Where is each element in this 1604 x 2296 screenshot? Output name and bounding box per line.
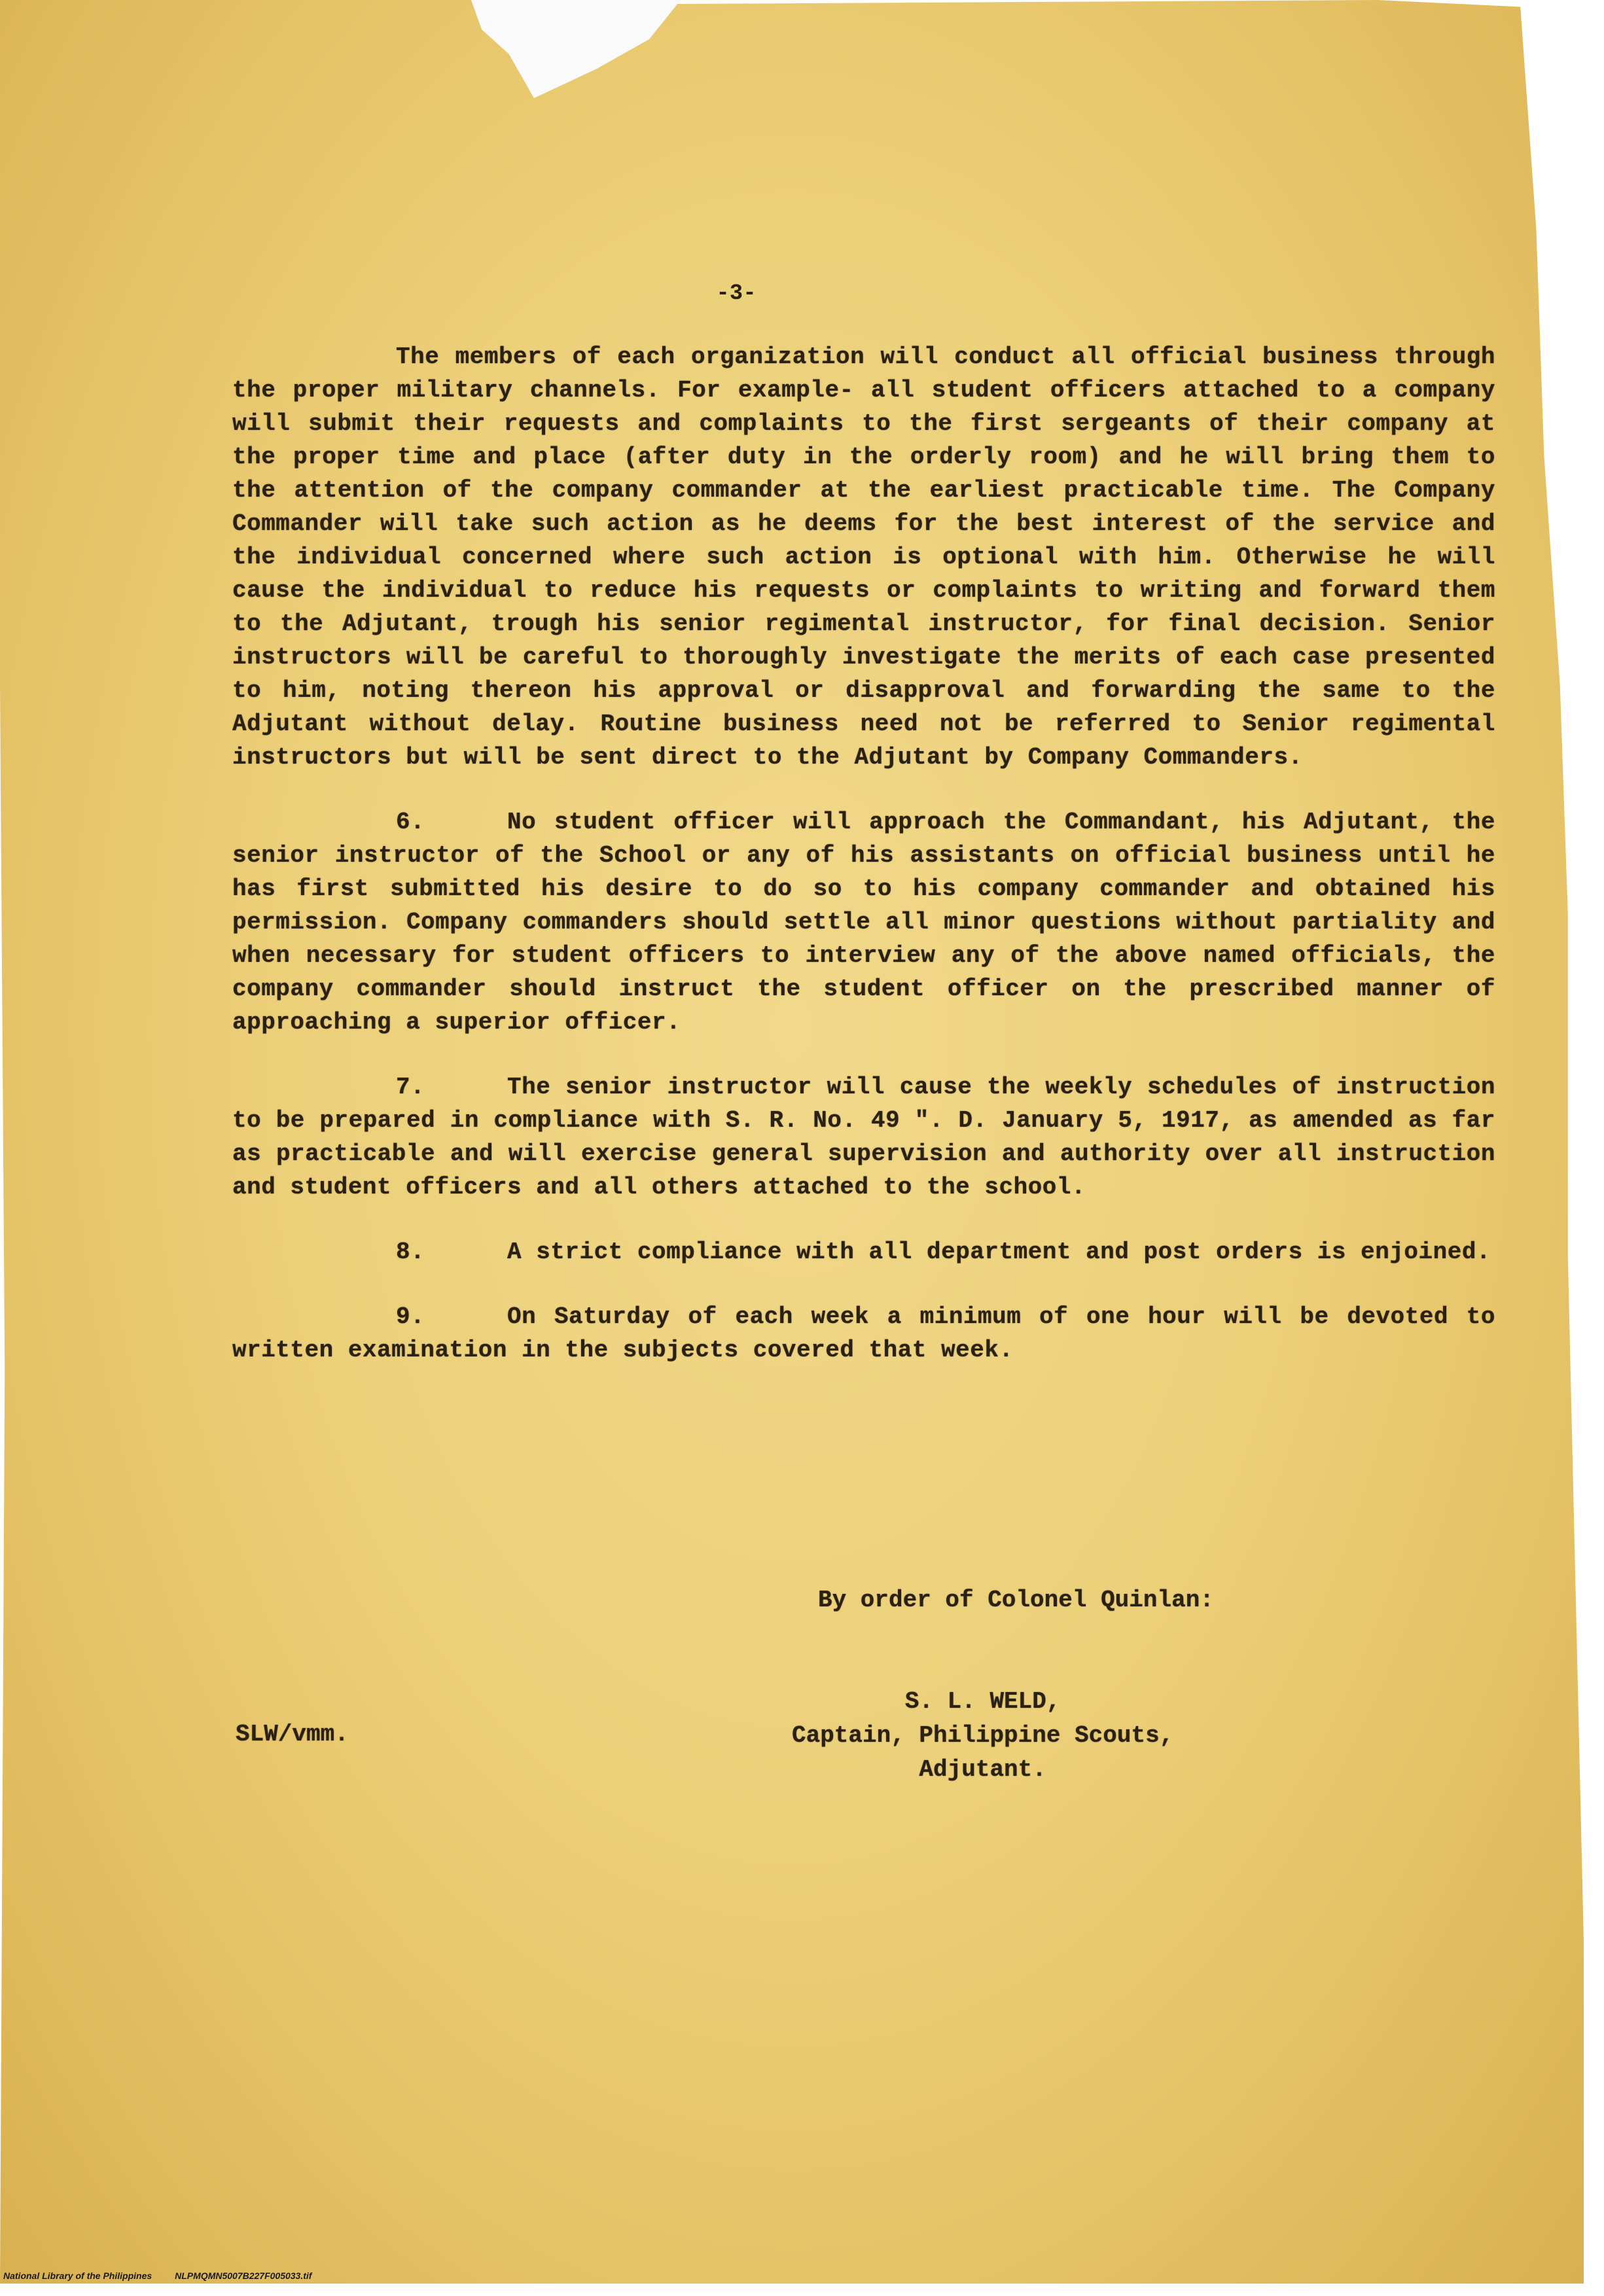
paragraph-6 [232, 805, 1495, 1039]
paragraph-text: A strict compliance with all department and post orders is enjoined. [507, 1239, 1491, 1265]
paragraph-9 [232, 1300, 1495, 1367]
paragraph-text: On Saturday of each week a minimum of one hour will be devoted to written examination in the subjects covered that week. [232, 1303, 1495, 1364]
document-body [232, 340, 1495, 1398]
page-number: -3- [716, 281, 757, 306]
paragraph-number: 7. [396, 1074, 425, 1101]
paragraph-text: No student officer will approach the Commandant, his Adjutant, the senior instructor of the School or any of his assistants on official business until he has first submitted his desire to do so to his company commander and obtained his permission. Company commanders should settle all minor questions without partiality and when necessary for student officers to interview any of the above named officials, the company commander should instruct the student officer on the prescribed manner of approaching a superior officer. [232, 809, 1495, 1036]
paragraph-text: The senior instructor will cause the weekly schedules of instruction to be prepared in compliance with S. R. No. 49 ". D. January 5, 1917, as amended as far as practicable and will exercise general supervision and authority over all instruction and student officers and all others attached to the school. [232, 1074, 1495, 1201]
signature-rank: Captain, Philippine Scouts, [792, 1722, 1174, 1749]
closing-line: By order of Colonel Quinlan: [818, 1587, 1214, 1614]
paragraph-number: 9. [396, 1303, 425, 1330]
paragraph-5 [232, 340, 1495, 774]
signature-title: Adjutant. [919, 1756, 1046, 1783]
file-id: NLPMQMN5007B227F005033.tif [175, 2270, 312, 2281]
typist-initials: SLW/vmm. [236, 1721, 349, 1748]
library-name: National Library of the Philippines [3, 2270, 152, 2281]
paragraph-7 [232, 1070, 1495, 1204]
archive-footer [3, 2270, 312, 2281]
signature-block [792, 1685, 1173, 1787]
paragraph-text: The members of each organization will conduct all official business through the proper military channels. For example- all student officers attached to a company will submit their requests and complaints to the first sergeants of their company at the proper time and place (after duty in the orderly room) and he will bring them to the attention of the company commander at the earliest practicable time. The Company Commander will take such action as he deems for the best interest of the service and the individual concerned where such action is optional with him. Otherwise he will cause the individual to reduce his requests or complaints to writing and forward them to the Adjutant, trough his senior regimental instructor, for final decision. Senior instructors will be careful to thoroughly investigate the merits of each case presented to him, noting thereon his approval or disapproval and forwarding the same to the Adjutant without delay. Routine business need not be referred to Senior regimental instructors but will be sent direct to the Adjutant by Company Commanders. [232, 344, 1495, 771]
paragraph-8 [232, 1235, 1495, 1269]
paragraph-number: 8. [396, 1239, 425, 1265]
signature-name: S. L. WELD, [904, 1688, 1061, 1715]
paragraph-number: 6. [396, 809, 425, 836]
